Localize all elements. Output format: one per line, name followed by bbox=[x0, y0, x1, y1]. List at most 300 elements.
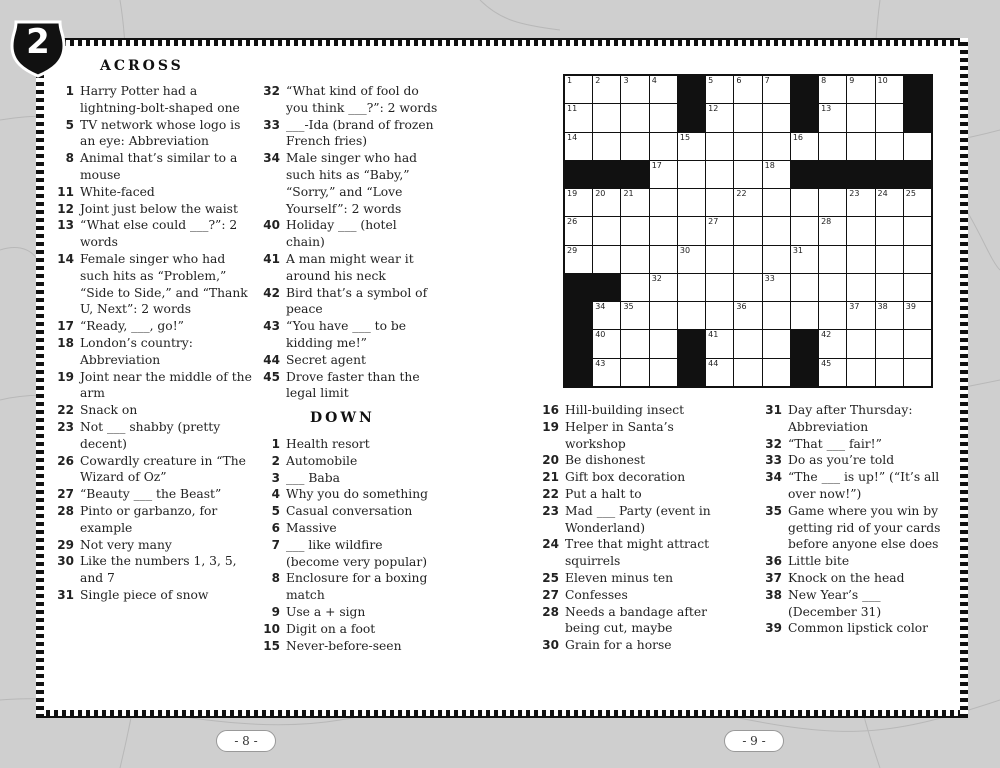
grid-cell[interactable] bbox=[847, 302, 874, 329]
grid-cell[interactable] bbox=[734, 302, 761, 329]
clue-item bbox=[52, 201, 252, 218]
clue-number: 10 bbox=[263, 621, 280, 636]
grid-cell[interactable] bbox=[650, 217, 677, 244]
grid-cell[interactable] bbox=[734, 76, 761, 103]
grid-cell-black bbox=[876, 161, 903, 188]
clue-number: 43 bbox=[263, 319, 280, 334]
grid-cell[interactable] bbox=[819, 246, 846, 273]
grid-cell[interactable] bbox=[621, 189, 648, 216]
clue-text: Grain for a horse bbox=[565, 638, 672, 653]
clue-item bbox=[537, 419, 737, 453]
grid-cell[interactable] bbox=[706, 161, 733, 188]
clue-number: 25 bbox=[542, 570, 559, 585]
clue-item bbox=[258, 83, 438, 117]
clue-number: 19 bbox=[57, 369, 74, 384]
down-clues-column-1 bbox=[258, 436, 438, 654]
grid-cell[interactable] bbox=[876, 302, 903, 329]
grid-cell-black bbox=[904, 104, 931, 131]
grid-cell[interactable] bbox=[904, 246, 931, 273]
cell-number: 14 bbox=[567, 132, 578, 142]
cell-number: 3 bbox=[623, 76, 629, 85]
grid-cell[interactable] bbox=[904, 274, 931, 301]
grid-cell[interactable] bbox=[678, 274, 705, 301]
grid-cell[interactable] bbox=[734, 133, 761, 160]
clue-item bbox=[258, 604, 438, 621]
clue-number: 27 bbox=[57, 487, 74, 502]
grid-cell[interactable] bbox=[791, 302, 818, 329]
clue-number: 6 bbox=[271, 520, 280, 535]
clue-number: 36 bbox=[765, 554, 782, 569]
grid-cell[interactable] bbox=[706, 217, 733, 244]
grid-cell[interactable] bbox=[763, 274, 790, 301]
grid-cell[interactable] bbox=[734, 246, 761, 273]
clue-number: 45 bbox=[263, 369, 280, 384]
grid-cell[interactable] bbox=[763, 330, 790, 357]
grid-cell[interactable] bbox=[593, 104, 620, 131]
grid-cell[interactable] bbox=[678, 302, 705, 329]
clue-item bbox=[760, 570, 950, 587]
grid-cell[interactable] bbox=[791, 274, 818, 301]
grid-cell[interactable] bbox=[763, 189, 790, 216]
clue-item bbox=[537, 503, 737, 537]
cell-number: 43 bbox=[595, 358, 606, 368]
down-clues-column-3 bbox=[760, 402, 950, 637]
cell-number: 24 bbox=[877, 189, 888, 199]
clue-text: Casual conversation bbox=[286, 504, 413, 519]
grid-cell[interactable] bbox=[763, 359, 790, 386]
clue-text: Hill-building insect bbox=[565, 403, 685, 417]
clue-number: 19 bbox=[542, 419, 559, 434]
grid-cell[interactable] bbox=[819, 133, 846, 160]
puzzle-number: 2 bbox=[26, 22, 50, 62]
clue-text: Cowardly creature in “The Wizard of Oz” bbox=[80, 453, 246, 485]
grid-cell[interactable] bbox=[593, 189, 620, 216]
clue-item bbox=[537, 637, 737, 654]
clue-item bbox=[537, 604, 737, 638]
down-clues-column-2 bbox=[537, 402, 737, 654]
grid-cell[interactable] bbox=[734, 359, 761, 386]
clue-item bbox=[52, 335, 252, 369]
clue-text: TV network whose logo is an eye: Abbreviation bbox=[80, 117, 241, 149]
clue-text: Tree that might attract squirrels bbox=[565, 537, 710, 569]
clue-item bbox=[258, 503, 438, 520]
grid-cell[interactable] bbox=[734, 161, 761, 188]
cell-number: 6 bbox=[736, 76, 742, 85]
clue-item bbox=[52, 587, 252, 604]
cell-number: 38 bbox=[877, 302, 888, 312]
grid-cell[interactable] bbox=[847, 246, 874, 273]
grid-cell[interactable] bbox=[763, 302, 790, 329]
grid-cell-black bbox=[565, 274, 592, 301]
clue-text: Put a halt to bbox=[565, 486, 642, 501]
cell-number: 20 bbox=[595, 189, 606, 199]
clue-number: 5 bbox=[65, 117, 74, 132]
grid-cell[interactable] bbox=[593, 359, 620, 386]
grid-cell[interactable] bbox=[876, 246, 903, 273]
cell-number: 28 bbox=[821, 217, 832, 227]
grid-cell[interactable] bbox=[621, 104, 648, 131]
clue-item bbox=[52, 217, 252, 251]
puzzle-number-badge bbox=[8, 18, 68, 78]
cell-number: 12 bbox=[708, 104, 719, 114]
grid-cell[interactable] bbox=[621, 217, 648, 244]
cell-number: 42 bbox=[821, 330, 832, 340]
grid-cell-black bbox=[791, 359, 818, 386]
grid-cell[interactable] bbox=[819, 217, 846, 244]
clue-number: 33 bbox=[765, 453, 782, 468]
grid-cell-black bbox=[904, 161, 931, 188]
grid-cell[interactable] bbox=[650, 302, 677, 329]
grid-cell-black bbox=[819, 161, 846, 188]
clue-item bbox=[760, 402, 950, 436]
grid-cell[interactable] bbox=[621, 133, 648, 160]
cell-number: 18 bbox=[764, 160, 775, 170]
across-clues-column-1 bbox=[52, 83, 252, 604]
clue-item bbox=[52, 503, 252, 537]
clue-number: 14 bbox=[57, 251, 74, 266]
grid-cell[interactable] bbox=[904, 359, 931, 386]
cell-number: 1 bbox=[567, 76, 573, 85]
grid-cell[interactable] bbox=[876, 274, 903, 301]
clue-text: Be dishonest bbox=[565, 453, 646, 468]
grid-cell[interactable] bbox=[706, 359, 733, 386]
clue-number: 28 bbox=[542, 604, 559, 619]
clue-number: 27 bbox=[542, 587, 559, 602]
clue-number: 26 bbox=[57, 453, 74, 468]
clue-text: Joint near the middle of the arm bbox=[80, 369, 252, 401]
grid-cell[interactable] bbox=[650, 76, 677, 103]
cell-number: 16 bbox=[792, 132, 804, 142]
cell-number: 23 bbox=[849, 189, 860, 199]
clue-item bbox=[52, 117, 252, 151]
cell-number: 9 bbox=[849, 76, 855, 85]
cell-number: 4 bbox=[651, 76, 657, 85]
grid-cell[interactable] bbox=[706, 104, 733, 131]
grid-cell[interactable] bbox=[876, 330, 903, 357]
clue-item bbox=[52, 402, 252, 419]
grid-cell[interactable] bbox=[876, 359, 903, 386]
clue-text: Common lipstick color bbox=[788, 621, 929, 636]
grid-cell[interactable] bbox=[763, 104, 790, 131]
grid-cell[interactable] bbox=[734, 217, 761, 244]
clue-number: 12 bbox=[57, 201, 74, 216]
clue-text: Never-before-seen bbox=[286, 638, 402, 653]
grid-cell[interactable] bbox=[904, 133, 931, 160]
grid-cell-black bbox=[791, 104, 818, 131]
clue-text: Helper in Santa’s workshop bbox=[565, 419, 674, 451]
clue-number: 3 bbox=[271, 470, 280, 485]
clue-number: 23 bbox=[542, 503, 559, 518]
clue-item bbox=[258, 217, 438, 251]
clue-text: Confesses bbox=[565, 587, 628, 602]
grid-cell[interactable] bbox=[565, 133, 592, 160]
crossword-grid bbox=[563, 74, 933, 388]
grid-cell[interactable] bbox=[650, 161, 677, 188]
cell-number: 11 bbox=[567, 104, 578, 114]
clue-number: 34 bbox=[765, 470, 782, 485]
grid-cell[interactable] bbox=[565, 189, 592, 216]
clue-number: 18 bbox=[57, 335, 74, 350]
clue-text: Bird that’s a symbol of peace bbox=[286, 285, 428, 317]
clue-number: 21 bbox=[542, 470, 559, 485]
grid-cell[interactable] bbox=[621, 76, 648, 103]
grid-cell[interactable] bbox=[678, 189, 705, 216]
cell-number: 31 bbox=[792, 245, 804, 255]
grid-cell[interactable] bbox=[593, 246, 620, 273]
grid-cell[interactable] bbox=[621, 246, 648, 273]
clue-item bbox=[52, 251, 252, 318]
clue-number: 8 bbox=[65, 151, 74, 166]
grid-cell[interactable] bbox=[734, 330, 761, 357]
clue-text: Gift box decoration bbox=[565, 470, 686, 485]
grid-cell[interactable] bbox=[593, 76, 620, 103]
clue-item bbox=[52, 553, 252, 587]
grid-cell[interactable] bbox=[763, 246, 790, 273]
grid-cell[interactable] bbox=[763, 76, 790, 103]
clue-item bbox=[760, 436, 950, 453]
clue-number: 20 bbox=[542, 453, 559, 468]
clue-text: Digit on a foot bbox=[286, 621, 376, 636]
grid-cell[interactable] bbox=[819, 330, 846, 357]
grid-cell[interactable] bbox=[621, 274, 648, 301]
grid-cell[interactable] bbox=[819, 302, 846, 329]
cell-number: 34 bbox=[595, 302, 606, 312]
grid-cell[interactable] bbox=[847, 133, 874, 160]
grid-cell[interactable] bbox=[650, 246, 677, 273]
clue-item bbox=[760, 587, 950, 621]
cell-number: 25 bbox=[905, 189, 916, 199]
clue-item bbox=[258, 352, 438, 369]
grid-cell[interactable] bbox=[593, 217, 620, 244]
clue-number: 33 bbox=[263, 117, 280, 132]
cell-number: 36 bbox=[736, 302, 747, 312]
grid-cell[interactable] bbox=[791, 133, 818, 160]
clue-item bbox=[537, 587, 737, 604]
clue-number: 32 bbox=[765, 436, 782, 451]
clue-text: “That ___ fair!” bbox=[788, 436, 882, 451]
page-number-left: - 8 - bbox=[216, 730, 276, 752]
grid-cell[interactable] bbox=[650, 189, 677, 216]
clue-number: 16 bbox=[542, 403, 559, 417]
grid-cell[interactable] bbox=[847, 189, 874, 216]
clue-number: 7 bbox=[271, 537, 280, 552]
cell-number: 41 bbox=[708, 330, 719, 340]
grid-cell[interactable] bbox=[734, 189, 761, 216]
clue-text: ___-Ida (brand of frozen French fries) bbox=[286, 117, 434, 149]
clue-text: ___ Baba bbox=[286, 470, 340, 485]
clue-item bbox=[760, 452, 950, 469]
grid-cell[interactable] bbox=[819, 104, 846, 131]
clue-number: 30 bbox=[57, 554, 74, 569]
cell-number: 22 bbox=[736, 189, 747, 199]
clue-item bbox=[258, 150, 438, 217]
cell-number: 40 bbox=[595, 330, 606, 340]
cell-number: 29 bbox=[567, 245, 578, 255]
cell-number: 10 bbox=[877, 76, 888, 85]
grid-cell-black bbox=[904, 76, 931, 103]
grid-cell[interactable] bbox=[791, 217, 818, 244]
clue-text: Snack on bbox=[80, 403, 138, 418]
grid-cell[interactable] bbox=[650, 133, 677, 160]
grid-cell[interactable] bbox=[819, 189, 846, 216]
clue-number: 31 bbox=[57, 587, 74, 602]
grid-cell[interactable] bbox=[847, 359, 874, 386]
grid-cell[interactable] bbox=[706, 76, 733, 103]
grid-cell-black bbox=[678, 330, 705, 357]
clue-item bbox=[537, 536, 737, 570]
clue-text: London’s country: Abbreviation bbox=[80, 335, 193, 367]
cell-number: 37 bbox=[849, 302, 860, 312]
clue-number: 32 bbox=[263, 84, 280, 98]
clue-text: Needs a bandage after being cut, maybe bbox=[565, 604, 708, 636]
grid-cell[interactable] bbox=[904, 302, 931, 329]
grid-cell[interactable] bbox=[763, 133, 790, 160]
grid-cell-black bbox=[678, 359, 705, 386]
cell-number: 21 bbox=[623, 189, 634, 199]
grid-cell[interactable] bbox=[734, 274, 761, 301]
grid-cell[interactable] bbox=[621, 359, 648, 386]
clue-item bbox=[258, 638, 438, 655]
grid-cell[interactable] bbox=[650, 330, 677, 357]
grid-cell[interactable] bbox=[621, 330, 648, 357]
clue-item bbox=[52, 453, 252, 487]
clue-text: “Ready, ___, go!” bbox=[80, 319, 184, 334]
clue-text: White-faced bbox=[80, 184, 155, 199]
grid-cell[interactable] bbox=[876, 133, 903, 160]
clue-text: Like the numbers 1, 3, 5, and 7 bbox=[80, 554, 237, 586]
clue-number: 22 bbox=[542, 486, 559, 501]
grid-cell[interactable] bbox=[706, 246, 733, 273]
grid-cell-black bbox=[678, 104, 705, 131]
clue-number: 35 bbox=[765, 503, 782, 518]
grid-cell-black bbox=[847, 161, 874, 188]
cell-number: 2 bbox=[595, 76, 601, 85]
grid-cell[interactable] bbox=[847, 76, 874, 103]
grid-cell[interactable] bbox=[763, 217, 790, 244]
clue-text: Not ___ shabby (pretty decent) bbox=[80, 419, 221, 451]
grid-cell[interactable] bbox=[819, 274, 846, 301]
grid-cell[interactable] bbox=[876, 76, 903, 103]
clue-item bbox=[537, 402, 737, 419]
cell-number: 13 bbox=[821, 104, 832, 114]
clue-number: 37 bbox=[765, 570, 782, 585]
clue-item bbox=[258, 318, 438, 352]
grid-cell-black bbox=[565, 302, 592, 329]
clue-item bbox=[760, 620, 950, 637]
grid-cell[interactable] bbox=[904, 217, 931, 244]
grid-cell[interactable] bbox=[678, 217, 705, 244]
grid-cell[interactable] bbox=[706, 274, 733, 301]
page-number-right: - 9 - bbox=[724, 730, 784, 752]
clue-number: 41 bbox=[263, 251, 280, 266]
clue-item bbox=[258, 621, 438, 638]
clue-text: Knock on the head bbox=[788, 570, 905, 585]
grid-cell[interactable] bbox=[593, 302, 620, 329]
clue-item bbox=[258, 285, 438, 319]
clue-item bbox=[52, 83, 252, 117]
clue-number: 28 bbox=[57, 503, 74, 518]
cell-number: 17 bbox=[651, 160, 662, 170]
grid-cell[interactable] bbox=[565, 76, 592, 103]
grid-cell[interactable] bbox=[904, 189, 931, 216]
clue-number: 11 bbox=[57, 184, 74, 199]
clue-item bbox=[760, 503, 950, 553]
clue-item bbox=[258, 537, 438, 571]
grid-cell[interactable] bbox=[847, 217, 874, 244]
clue-text: Single piece of snow bbox=[80, 587, 209, 602]
grid-cell[interactable] bbox=[847, 104, 874, 131]
clue-text: Harry Potter had a lightning-bolt-shaped one bbox=[80, 84, 240, 115]
grid-cell[interactable] bbox=[734, 104, 761, 131]
grid-cell[interactable] bbox=[621, 302, 648, 329]
grid-cell[interactable] bbox=[847, 274, 874, 301]
grid-cell-black bbox=[593, 274, 620, 301]
grid-cell[interactable] bbox=[650, 359, 677, 386]
grid-cell[interactable] bbox=[650, 274, 677, 301]
clue-text: “The ___ is up!” (“It’s all over now!”) bbox=[788, 470, 940, 501]
grid-cell[interactable] bbox=[791, 189, 818, 216]
cell-number: 44 bbox=[708, 358, 719, 368]
grid-cell[interactable] bbox=[706, 133, 733, 160]
grid-cell[interactable] bbox=[904, 330, 931, 357]
clue-item bbox=[537, 486, 737, 503]
clue-text: Massive bbox=[286, 520, 337, 535]
grid-cell[interactable] bbox=[678, 246, 705, 273]
grid-cell[interactable] bbox=[876, 189, 903, 216]
grid-cell[interactable] bbox=[565, 104, 592, 131]
clue-number: 8 bbox=[271, 571, 280, 586]
cell-number: 7 bbox=[764, 76, 770, 85]
grid-cell[interactable] bbox=[565, 217, 592, 244]
clue-number: 9 bbox=[271, 604, 280, 619]
clue-number: 34 bbox=[263, 151, 280, 166]
grid-cell[interactable] bbox=[876, 104, 903, 131]
grid-cell-black bbox=[678, 76, 705, 103]
clue-number: 1 bbox=[65, 84, 74, 98]
grid-cell[interactable] bbox=[819, 76, 846, 103]
grid-cell[interactable] bbox=[593, 133, 620, 160]
grid-cell[interactable] bbox=[678, 161, 705, 188]
grid-cell[interactable] bbox=[876, 217, 903, 244]
clue-item bbox=[258, 486, 438, 503]
grid-cell[interactable] bbox=[791, 246, 818, 273]
clue-text: Mad ___ Party (event in Wonderland) bbox=[565, 503, 711, 535]
clue-item bbox=[537, 570, 737, 587]
grid-cell[interactable] bbox=[650, 104, 677, 131]
grid-cell[interactable] bbox=[593, 330, 620, 357]
clue-item bbox=[537, 452, 737, 469]
cell-number: 27 bbox=[708, 217, 719, 227]
grid-cell[interactable] bbox=[763, 161, 790, 188]
clue-text: A man might wear it around his neck bbox=[286, 251, 414, 283]
clue-number: 40 bbox=[263, 218, 280, 233]
clue-text: Drove faster than the legal limit bbox=[286, 369, 420, 401]
across-heading: ACROSS bbox=[100, 58, 184, 74]
grid-cell[interactable] bbox=[565, 246, 592, 273]
grid-cell[interactable] bbox=[847, 330, 874, 357]
clue-text: Day after Thursday: Abbreviation bbox=[788, 403, 913, 434]
grid-cell[interactable] bbox=[678, 133, 705, 160]
clue-item bbox=[258, 520, 438, 537]
clue-number: 30 bbox=[542, 638, 559, 653]
grid-cell[interactable] bbox=[819, 359, 846, 386]
down-heading: DOWN bbox=[310, 410, 375, 426]
grid-cell-black bbox=[791, 76, 818, 103]
grid-cell[interactable] bbox=[706, 302, 733, 329]
grid-cell[interactable] bbox=[706, 330, 733, 357]
cell-number: 45 bbox=[821, 358, 832, 368]
grid-cell[interactable] bbox=[706, 189, 733, 216]
